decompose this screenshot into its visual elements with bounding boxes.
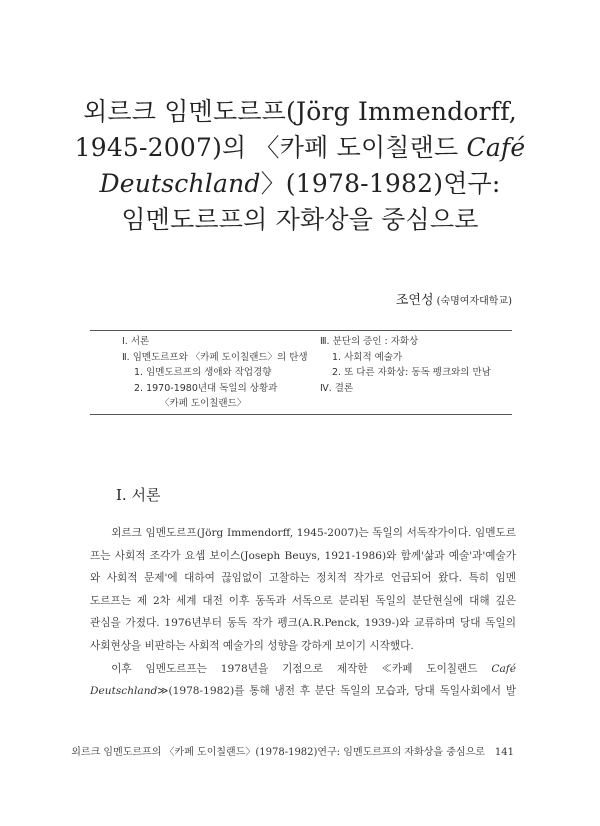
- author-byline: [396, 289, 512, 308]
- toc-item: Ⅳ. 결론: [320, 382, 354, 394]
- toc-item: Ⅲ. 분단의 증인 : 자화상: [320, 336, 419, 347]
- toc-item: 〈카페 도이칠랜드〉: [160, 398, 247, 409]
- body-line: 사회현상을 비판하는 사회적 예술가의 성향을 강하게 보이기 시작했다.: [90, 639, 414, 652]
- page-footer: [71, 743, 514, 758]
- title-line-3: Deutschland〉(1978-1982)연구:: [99, 169, 501, 198]
- toc-top-rule: [90, 330, 512, 331]
- section-heading: Ⅰ. 서론: [116, 486, 161, 504]
- body-text: [90, 522, 516, 703]
- body-line: 도르프는 제 2차 세계 대전 이후 동독과 서독으로 분리된 독일의 분단현실에 대해 깊은: [90, 594, 516, 607]
- toc-right-column: [320, 334, 491, 396]
- toc-item: 1. 임멘도르프의 생애와 작업경향: [134, 367, 272, 378]
- body-line: 이후 임멘도르프는 1978년을 기점으로 제작한 ≪카페 도이칠랜드 Café: [111, 662, 516, 675]
- body-line: 관심을 가졌다. 1976년부터 동독 작가 펭크(A.R.Penck, 1939-)와 교류하며 당대 독일의: [90, 617, 516, 630]
- body-line: Deutschland≫(1978-1982)를 통해 냉전 후 분단 독일의 모습과, 당대 독일사회에서 발: [90, 685, 516, 698]
- body-line: 와 사회적 문제'에 대하여 끊임없이 고찰하는 정치적 작가로 언급되어 왔다. 특히 임멘: [90, 572, 516, 585]
- toc-item: Ⅰ. 서론: [122, 336, 150, 347]
- body-line: 외르크 임멘도르프(Jörg Immendorff, 1945-2007)는 독일의 서독작가이다. 임멘도르: [111, 527, 516, 539]
- toc-item: Ⅱ. 임멘도르프와 〈카페 도이칠랜드〉의 탄생: [122, 351, 308, 363]
- body-line: 프는 사회적 조각가 요셉 보이스(Joseph Beuys, 1921-1986)와 함께'삶과 예술'과'예술가: [90, 549, 516, 562]
- title-line-4: 임멘도르프의 자화상을 중심으로: [121, 205, 479, 234]
- toc-item: 2. 또 다른 자화상: 동독 펭크와의 만남: [332, 367, 491, 378]
- toc-left-column: [122, 334, 308, 412]
- author-name: 조연성: [395, 293, 434, 308]
- toc-item: 2. 1970-1980년대 독일의 상황과: [134, 382, 278, 394]
- title-line-1: 외르크 임멘도르프(Jörg Immendorff,: [83, 97, 517, 126]
- running-title: 외르크 임멘도르프의 〈카페 도이칠랜드〉(1978-1982)연구: 임멘도르프의 자화상을 중심으로: [71, 747, 485, 758]
- page-number: 141: [494, 747, 514, 758]
- toc-item: 1. 사회적 예술가: [332, 351, 403, 363]
- toc-bottom-rule: [90, 414, 512, 415]
- paper-title: [40, 94, 560, 238]
- title-line-2: 1945-2007)의 〈카페 도이칠랜드 Café: [74, 133, 526, 162]
- author-affiliation: (숙명여자대학교): [436, 296, 512, 307]
